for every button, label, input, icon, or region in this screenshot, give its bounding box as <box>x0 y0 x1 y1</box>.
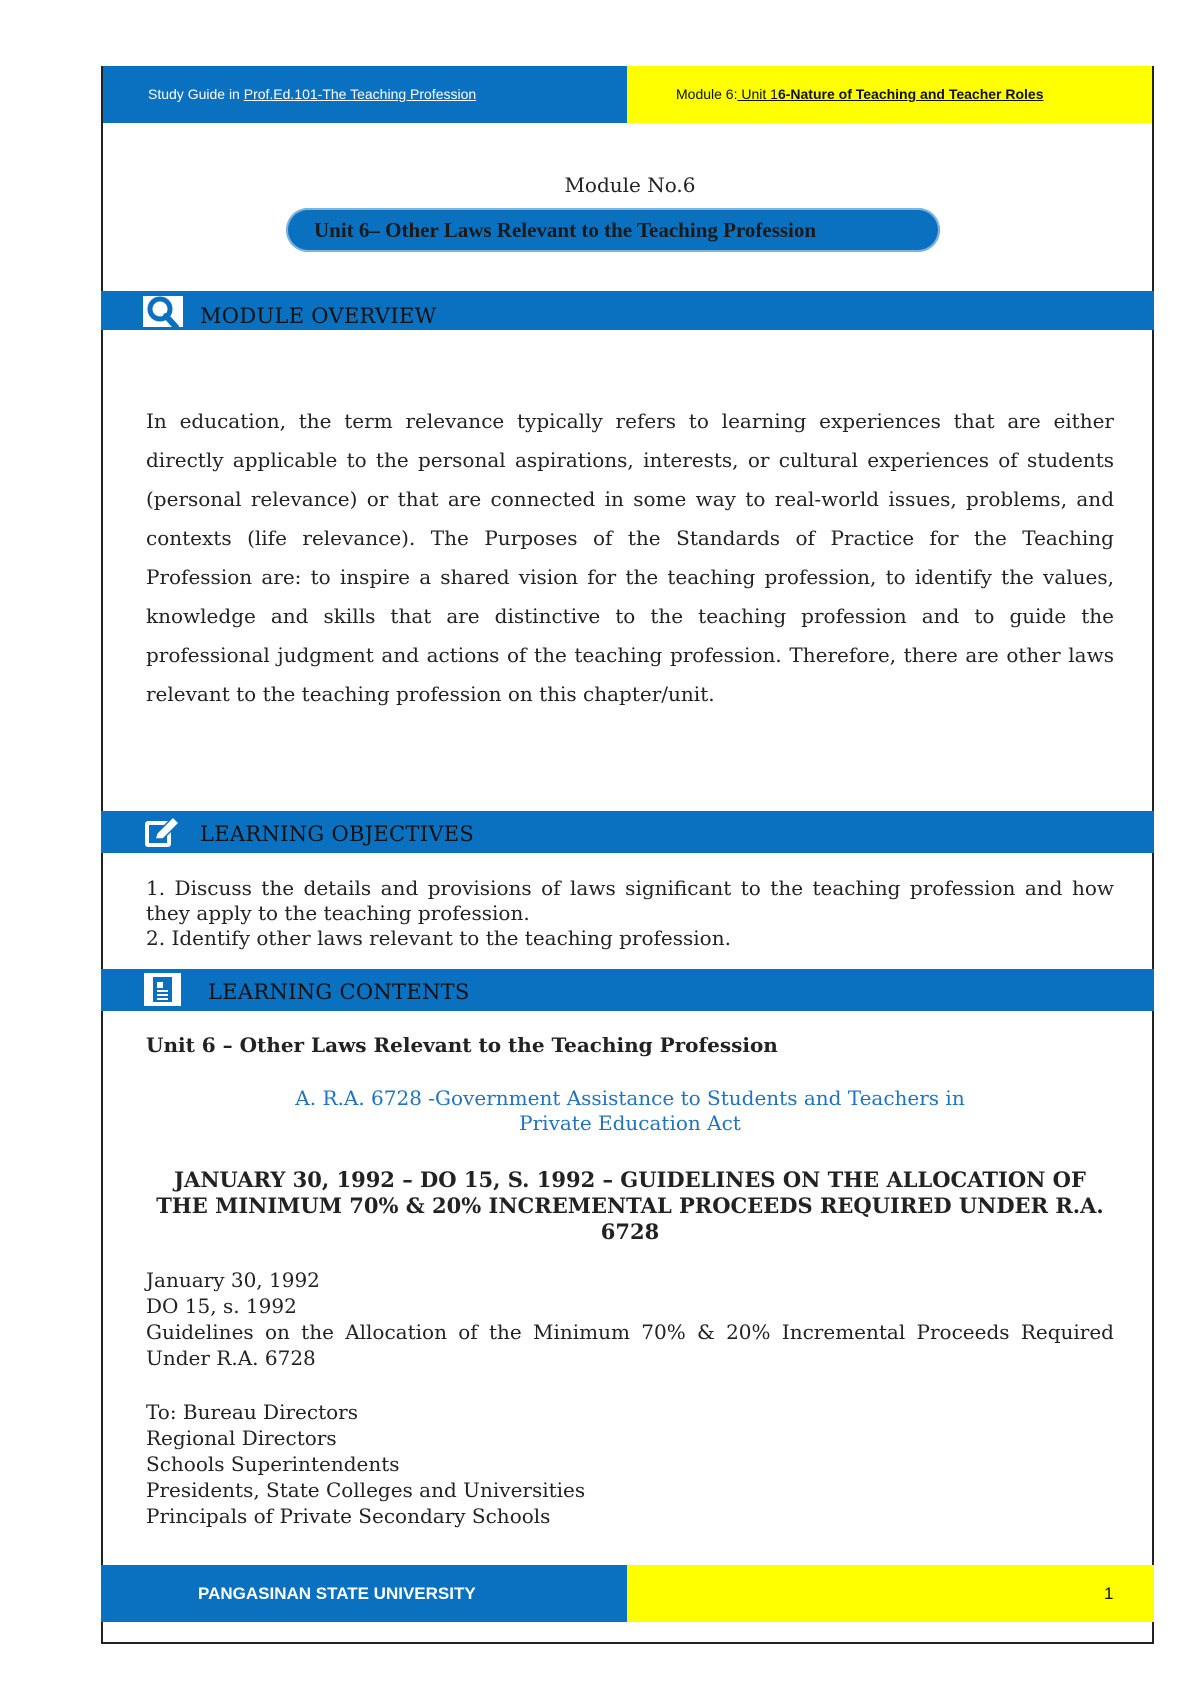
unit-heading: Unit 6 – Other Laws Relevant to the Teaching Profession <box>146 1033 778 1057</box>
recipient-item: Presidents, State Colleges and Universities <box>146 1478 586 1502</box>
unit-title: Unit 6– Other Laws Relevant to the Teaching Profession <box>292 211 934 249</box>
memo-subject: Guidelines on the Allocation of the Minimum 70% & 20% Incremental Proceeds Required Under R.A. 6728 <box>146 1320 1114 1370</box>
edit-icon <box>143 815 181 849</box>
objective-item-2: 2. Identify other laws relevant to the teaching profession. <box>146 926 731 950</box>
header-unit-title: 6-Nature of Teaching and Teacher Roles <box>777 86 1044 102</box>
module-number: Module No.6 <box>564 173 696 197</box>
recipients-list <box>146 1399 1114 1529</box>
header-unit: Unit 1 <box>737 86 778 102</box>
memo-do-number: DO 15, s. 1992 <box>146 1294 297 1318</box>
objective-item-1: 1. Discuss the details and provisions of laws significant to the teaching profession and how they apply to the teaching profession. <box>146 876 1114 925</box>
document-icon <box>144 973 181 1006</box>
search-icon <box>143 296 183 328</box>
header-module-prefix: Module 6: <box>676 86 738 102</box>
footer-right-band <box>627 1565 1154 1622</box>
recipient-item: Regional Directors <box>146 1426 337 1450</box>
recipient-item: To: Bureau Directors <box>146 1400 358 1424</box>
memo-block <box>146 1267 1114 1371</box>
contents-heading: LEARNING CONTENTS <box>208 980 470 1004</box>
ra-6728-subheading: A. R.A. 6728 -Government Assistance to Students and Teachers in Private Education Act <box>295 1086 965 1135</box>
footer-university: PANGASINAN STATE UNIVERSITY <box>198 1584 476 1603</box>
header-course-link[interactable]: Prof.Ed.101-The Teaching Profession <box>243 86 477 102</box>
overview-heading: MODULE OVERVIEW <box>200 304 437 328</box>
recipient-item: Schools Superintendents <box>146 1452 400 1476</box>
header-prefix: Study Guide in <box>148 86 244 102</box>
page-number: 1 <box>1104 1584 1114 1603</box>
objectives-heading: LEARNING OBJECTIVES <box>200 822 475 846</box>
guidelines-heading: JANUARY 30, 1992 – DO 15, S. 1992 – GUIDELINES ON THE ALLOCATION OF THE MINIMUM 70% & 20% INCREMENTAL PROCEEDS REQUIRED UNDER R.A. 6728 <box>156 1167 1104 1244</box>
overview-text: In education, the term relevance typically refers to learning experiences that are either directly applicable to the personal aspirations, interests, or cultural experiences of students (personal relevance) or that are connected in some way to real-world issues, problems, and contexts (life relevance). The Purposes of the Standards of Practice for the Teaching Profession are: to inspire a shared vision for the teaching profession, to identify the values, knowledge and skills that are distinctive to the teaching profession and to guide the professional judgment and actions of the teaching profession. Therefore, there are other laws relevant to the teaching profession on this chapter/unit. <box>146 409 1114 706</box>
recipient-item: Principals of Private Secondary Schools <box>146 1504 551 1528</box>
memo-date: January 30, 1992 <box>146 1268 320 1292</box>
unit-title-pill <box>286 208 940 252</box>
